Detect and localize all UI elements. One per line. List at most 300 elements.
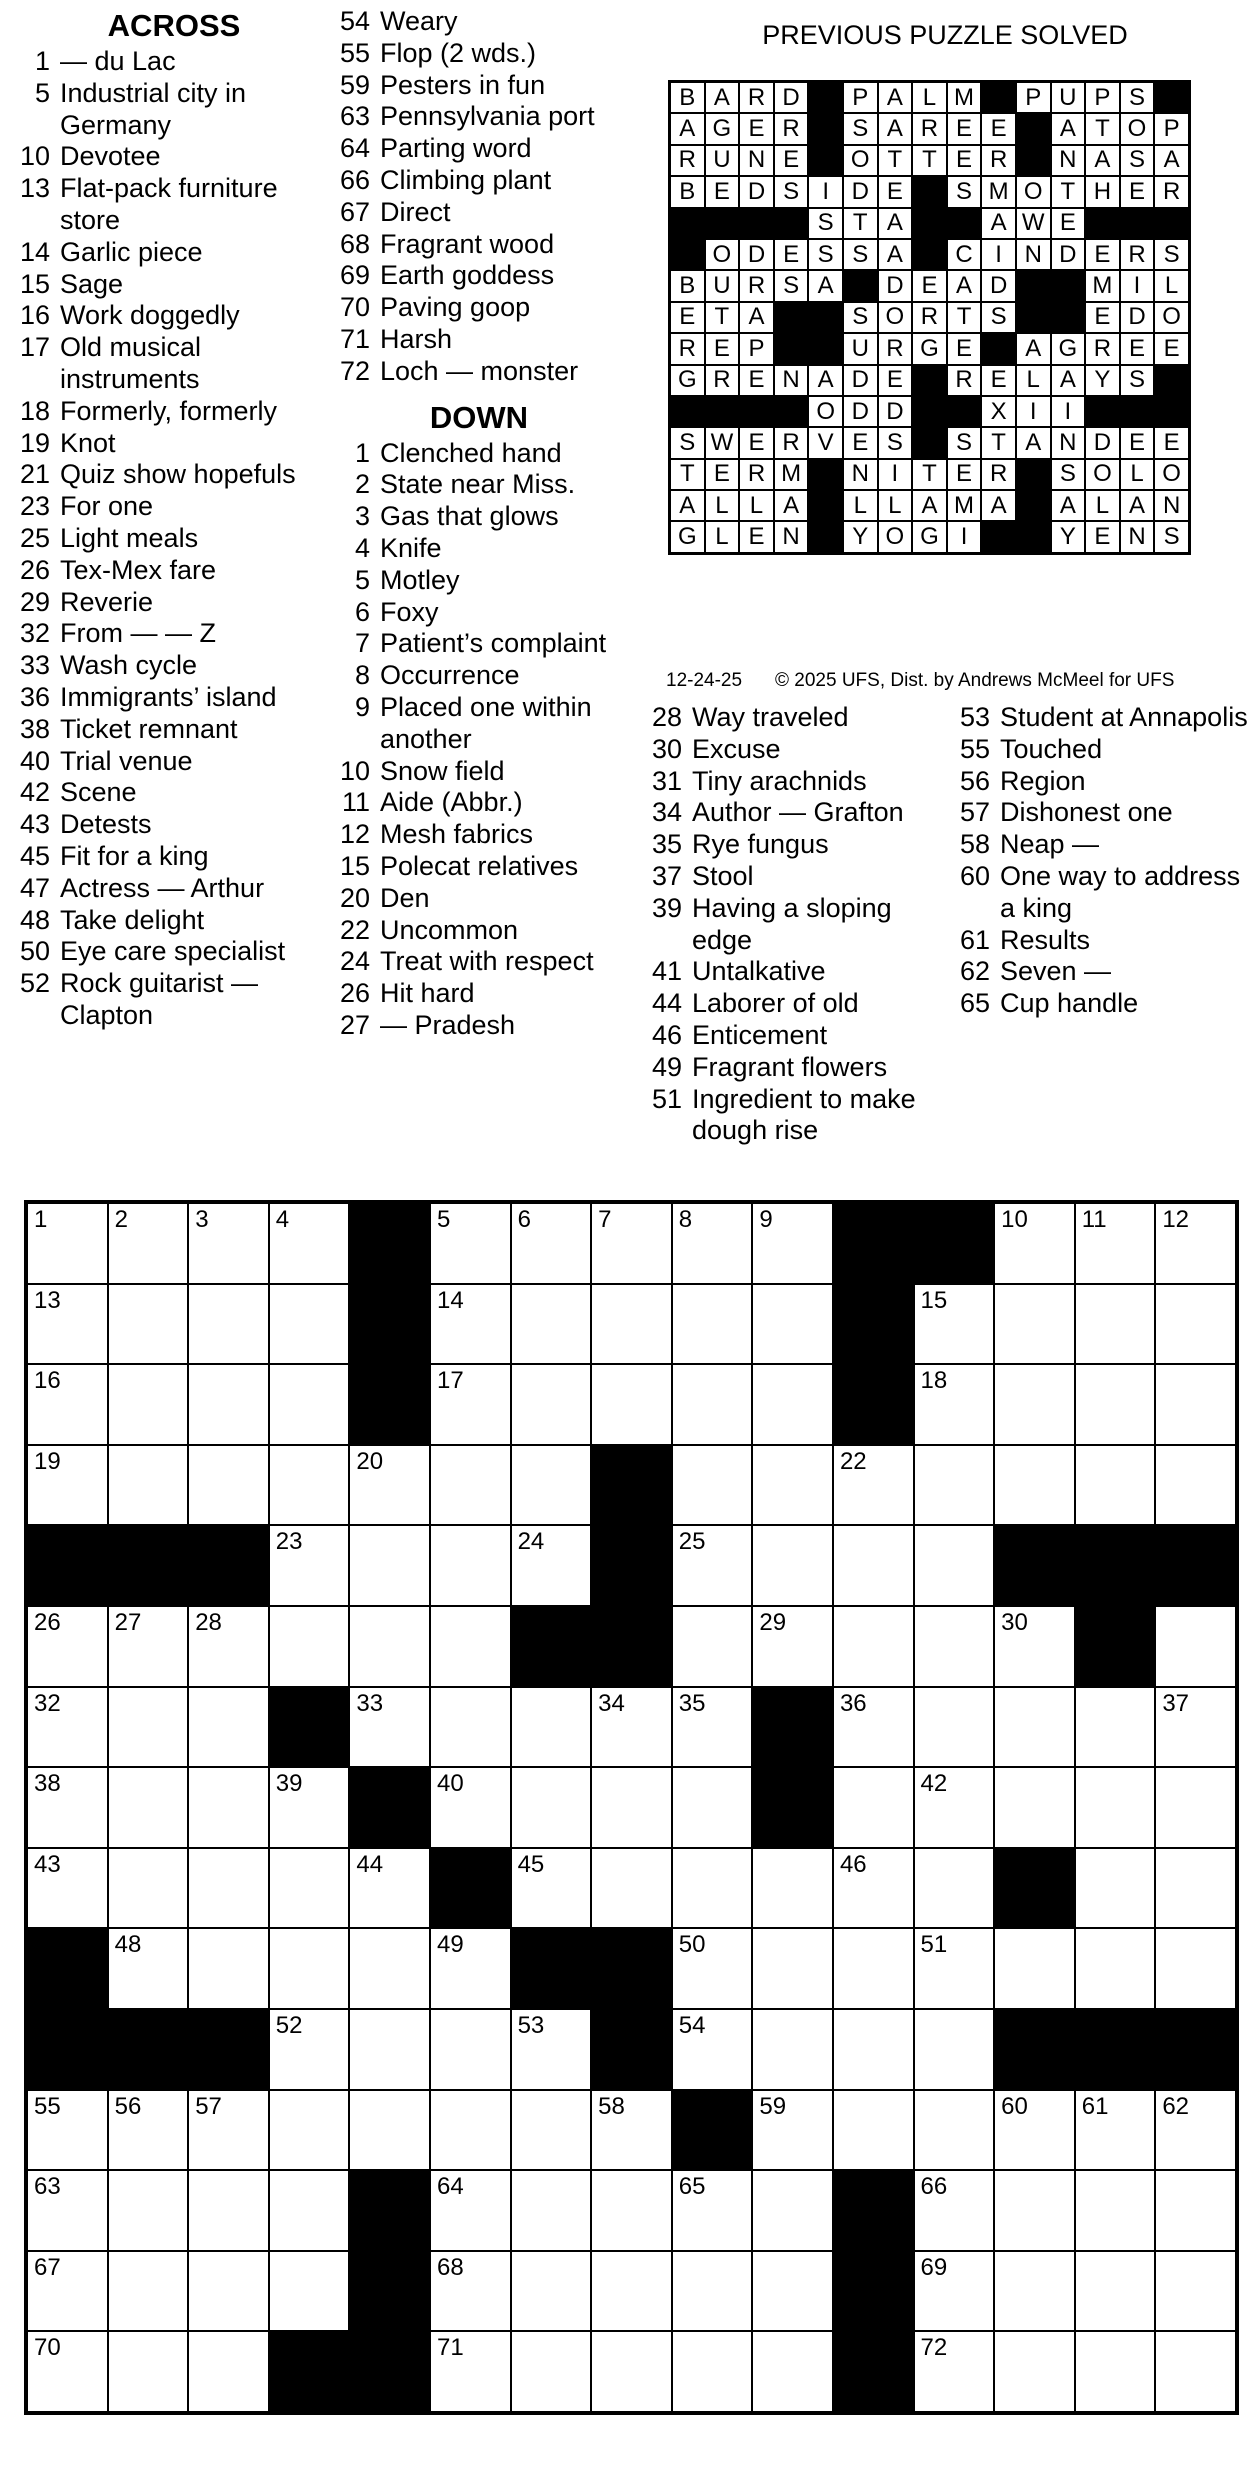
grid-cell[interactable] [1155, 1606, 1236, 1687]
grid-cell[interactable] [752, 1445, 833, 1526]
grid-cell[interactable] [430, 1606, 511, 1687]
grid-cell[interactable] [672, 2331, 753, 2412]
grid-cell[interactable] [27, 2170, 108, 2251]
clue-number: 30 [651, 733, 682, 764]
grid-cell[interactable] [914, 1606, 995, 1687]
previous-letter-cell: O [1154, 459, 1189, 490]
grid-cell[interactable] [994, 1203, 1075, 1284]
grid-cell[interactable] [188, 1928, 269, 2009]
clue-text: Occurrence [380, 660, 520, 691]
grid-cell[interactable] [914, 1284, 995, 1365]
grid-cell[interactable] [27, 1364, 108, 1445]
grid-cell[interactable] [1075, 2170, 1156, 2251]
cell-number: 70 [34, 2334, 61, 2362]
cell-number: 38 [34, 1770, 61, 1798]
grid-cell[interactable] [914, 2090, 995, 2171]
grid-cell[interactable] [994, 1767, 1075, 1848]
clue-item [334, 660, 624, 692]
grid-cell[interactable] [591, 1284, 672, 1365]
grid-cell[interactable] [752, 1203, 833, 1284]
previous-letter-cell: L [1085, 490, 1120, 521]
grid-cell[interactable] [994, 1928, 1075, 2009]
previous-letter-cell: O [878, 521, 913, 552]
grid-cell[interactable] [833, 1848, 914, 1929]
grid-cell[interactable] [672, 2251, 753, 2332]
grid-cell[interactable] [672, 1928, 753, 2009]
grid-cell[interactable] [511, 2251, 592, 2332]
previous-letter-cell: Y [1085, 365, 1120, 396]
grid-cell[interactable] [1155, 2251, 1236, 2332]
grid-cell[interactable] [27, 1445, 108, 1526]
grid-cell[interactable] [269, 2170, 350, 2251]
grid-cell[interactable] [188, 1284, 269, 1365]
grid-cell[interactable] [1075, 1687, 1156, 1768]
grid-cell[interactable] [430, 1687, 511, 1768]
grid-cell[interactable] [1155, 1687, 1236, 1768]
grid-cell[interactable] [1075, 1284, 1156, 1365]
grid-cell[interactable] [672, 1445, 753, 1526]
previous-letter-cell: I [1120, 270, 1155, 301]
black-square [349, 2331, 430, 2412]
black-square [1075, 1525, 1156, 1606]
grid-cell[interactable] [349, 1525, 430, 1606]
cell-number: 16 [34, 1367, 61, 1395]
grid-cell[interactable] [672, 1364, 753, 1445]
grid-cell[interactable] [430, 1445, 511, 1526]
previous-letter-cell: B [670, 82, 705, 113]
previous-letter-cell: P [1016, 82, 1051, 113]
clue-text: Tex-Mex fare [60, 554, 217, 585]
grid-cell[interactable] [188, 1364, 269, 1445]
grid-cell[interactable] [833, 1525, 914, 1606]
grid-cell[interactable] [108, 1687, 189, 1768]
clue-number: 18 [19, 395, 50, 426]
grid-cell[interactable] [1155, 1848, 1236, 1929]
clue-number: 64 [339, 133, 370, 164]
clue-number: 41 [651, 956, 682, 987]
clue-item [14, 809, 334, 841]
down-clue-list-continued [646, 702, 956, 1147]
grid-cell[interactable] [672, 1525, 753, 1606]
previous-letter-cell: E [1120, 427, 1155, 458]
previous-letter-cell: E [1154, 427, 1189, 458]
previous-black-square [1016, 521, 1051, 552]
grid-cell[interactable] [752, 1606, 833, 1687]
cell-number: 53 [517, 2011, 545, 2039]
grid-cell[interactable] [108, 1848, 189, 1929]
previous-black-square [843, 270, 878, 301]
grid-cell[interactable] [752, 2009, 833, 2090]
clue-item [14, 650, 334, 682]
grid-cell[interactable] [833, 1928, 914, 2009]
grid-cell[interactable] [1075, 1848, 1156, 1929]
grid-cell[interactable] [752, 1525, 833, 1606]
grid-cell[interactable] [833, 2090, 914, 2171]
grid-cell[interactable] [430, 2090, 511, 2171]
clue-number: 14 [19, 236, 50, 267]
grid-cell[interactable] [1155, 1203, 1236, 1284]
grid-cell[interactable] [108, 2251, 189, 2332]
clue-item [954, 988, 1254, 1020]
grid-cell[interactable] [752, 1928, 833, 2009]
grid-cell[interactable] [108, 1928, 189, 2009]
grid-cell[interactable] [914, 1848, 995, 1929]
grid-cell[interactable] [188, 1767, 269, 1848]
grid-cell[interactable] [591, 1767, 672, 1848]
grid-cell[interactable] [511, 1687, 592, 1768]
clue-item [646, 956, 956, 988]
grid-cell[interactable] [108, 2331, 189, 2412]
grid-cell[interactable] [349, 1848, 430, 1929]
grid-cell[interactable] [672, 1203, 753, 1284]
grid-cell[interactable] [511, 1848, 592, 1929]
grid-cell[interactable] [591, 1687, 672, 1768]
grid-cell[interactable] [349, 2090, 430, 2171]
grid-cell[interactable] [511, 1364, 592, 1445]
clue-text: Flop (2 wds.) [380, 37, 537, 68]
clue-item [334, 851, 624, 883]
grid-cell[interactable] [994, 2251, 1075, 2332]
grid-cell[interactable] [672, 1848, 753, 1929]
clues-column-4 [954, 702, 1254, 1020]
clue-text: Flat-pack furniture store [60, 173, 278, 235]
grid-cell[interactable] [430, 1767, 511, 1848]
grid-cell[interactable] [511, 2170, 592, 2251]
previous-letter-cell: I [947, 521, 982, 552]
grid-cell[interactable] [672, 1687, 753, 1768]
cell-number: 46 [839, 1850, 867, 1878]
grid-cell[interactable] [269, 1364, 350, 1445]
clue-text: Old musical instruments [60, 332, 202, 394]
previous-letter-cell: I [981, 239, 1016, 270]
grid-cell[interactable] [349, 1606, 430, 1687]
grid-cell[interactable] [511, 1445, 592, 1526]
grid-cell[interactable] [914, 1687, 995, 1768]
grid-cell[interactable] [672, 1767, 753, 1848]
previous-letter-cell: D [1120, 302, 1155, 333]
clue-item [14, 746, 334, 778]
grid-cell[interactable] [1075, 1928, 1156, 2009]
grid-cell[interactable] [269, 1606, 350, 1687]
grid-cell[interactable] [591, 2331, 672, 2412]
grid-cell[interactable] [430, 1203, 511, 1284]
clue-number: 63 [339, 101, 370, 132]
grid-cell[interactable] [108, 2090, 189, 2171]
grid-cell[interactable] [108, 1203, 189, 1284]
grid-cell[interactable] [269, 1767, 350, 1848]
grid-cell[interactable] [591, 1848, 672, 1929]
grid-cell[interactable] [188, 2090, 269, 2171]
grid-cell[interactable] [188, 1606, 269, 1687]
clue-number: 2 [354, 469, 370, 500]
grid-cell[interactable] [672, 2009, 753, 2090]
grid-cell[interactable] [994, 2090, 1075, 2171]
grid-cell[interactable] [269, 1525, 350, 1606]
grid-cell[interactable] [430, 2009, 511, 2090]
grid-cell[interactable] [188, 1445, 269, 1526]
grid-cell[interactable] [511, 1767, 592, 1848]
clue-number: 40 [19, 745, 50, 776]
grid-cell[interactable] [914, 1928, 995, 2009]
grid-cell[interactable] [188, 1203, 269, 1284]
previous-black-square [1016, 145, 1051, 176]
grid-cell[interactable] [27, 2331, 108, 2412]
previous-black-square [808, 145, 843, 176]
grid-cell[interactable] [430, 2331, 511, 2412]
clue-text: Earth goddess [380, 260, 555, 291]
grid-cell[interactable] [914, 1525, 995, 1606]
grid-cell[interactable] [1155, 2331, 1236, 2412]
previous-letter-cell: Y [1051, 521, 1086, 552]
across-clue-list [14, 46, 334, 1032]
grid-cell[interactable] [511, 1284, 592, 1365]
clue-text: Clenched hand [380, 437, 562, 468]
cell-number: 49 [436, 1931, 464, 1959]
grid-cell[interactable] [1155, 1445, 1236, 1526]
clue-item [14, 173, 334, 237]
previous-letter-cell: E [670, 302, 705, 333]
clue-text: Tiny arachnids [692, 765, 867, 796]
grid-cell[interactable] [27, 1284, 108, 1365]
grid-cell[interactable] [269, 1928, 350, 2009]
grid-cell[interactable] [269, 1848, 350, 1929]
grid-cell[interactable] [1075, 1767, 1156, 1848]
grid-cell[interactable] [269, 2090, 350, 2171]
clue-item [14, 459, 334, 491]
grid-cell[interactable] [188, 2170, 269, 2251]
grid-cell[interactable] [833, 1445, 914, 1526]
grid-cell[interactable] [994, 2170, 1075, 2251]
grid-cell[interactable] [752, 2170, 833, 2251]
grid-cell[interactable] [1155, 1767, 1236, 1848]
previous-black-square [774, 396, 809, 427]
grid-cell[interactable] [1075, 1445, 1156, 1526]
previous-letter-cell: M [1085, 270, 1120, 301]
clue-item [14, 491, 334, 523]
grid-cell[interactable] [914, 1767, 995, 1848]
grid-cell[interactable] [269, 2009, 350, 2090]
clue-number: 12 [339, 819, 370, 850]
grid-cell[interactable] [430, 1284, 511, 1365]
cell-number: 18 [920, 1367, 948, 1395]
grid-cell[interactable] [672, 1606, 753, 1687]
grid-cell[interactable] [994, 1364, 1075, 1445]
grid-cell[interactable] [269, 1284, 350, 1365]
previous-letter-cell: S [1120, 365, 1155, 396]
grid-cell[interactable] [1155, 1284, 1236, 1365]
grid-cell[interactable] [511, 1203, 592, 1284]
grid-cell[interactable] [752, 2090, 833, 2171]
grid-cell[interactable] [994, 2331, 1075, 2412]
previous-black-square [774, 302, 809, 333]
grid-cell[interactable] [672, 2170, 753, 2251]
black-square [27, 2009, 108, 2090]
previous-puzzle-date: 12-24-25 [666, 670, 743, 691]
cell-number: 64 [436, 2173, 464, 2201]
down-clue-list [334, 438, 624, 1042]
clue-number: 13 [19, 173, 50, 204]
previous-letter-cell: D [739, 176, 774, 207]
grid-cell[interactable] [27, 1687, 108, 1768]
grid-cell[interactable] [108, 1606, 189, 1687]
grid-cell[interactable] [994, 1606, 1075, 1687]
grid-cell[interactable] [1155, 2090, 1236, 2171]
clue-item [646, 1084, 956, 1148]
previous-letter-cell: P [1154, 113, 1189, 144]
grid-cell[interactable] [108, 1445, 189, 1526]
grid-cell[interactable] [914, 2331, 995, 2412]
grid-cell[interactable] [188, 2251, 269, 2332]
grid-cell[interactable] [752, 2251, 833, 2332]
grid-cell[interactable] [914, 1445, 995, 1526]
black-square [27, 1928, 108, 2009]
grid-cell[interactable] [511, 2090, 592, 2171]
clue-item [954, 956, 1254, 988]
clue-number: 45 [19, 840, 50, 871]
previous-letter-cell: R [774, 113, 809, 144]
grid-cell[interactable] [27, 1848, 108, 1929]
grid-cell[interactable] [1155, 1928, 1236, 2009]
clue-text: Climbing plant [380, 164, 552, 195]
grid-cell[interactable] [752, 2331, 833, 2412]
grid-cell[interactable] [672, 1284, 753, 1365]
black-square [27, 1525, 108, 1606]
previous-black-square [808, 490, 843, 521]
grid-cell[interactable] [833, 1606, 914, 1687]
grid-cell[interactable] [349, 1928, 430, 2009]
previous-letter-cell: S [1120, 82, 1155, 113]
black-square [511, 1928, 592, 2009]
grid-cell[interactable] [430, 1364, 511, 1445]
clue-number: 37 [651, 860, 682, 891]
grid-cell[interactable] [1075, 2251, 1156, 2332]
grid-cell[interactable] [430, 1525, 511, 1606]
grid-cell[interactable] [27, 1767, 108, 1848]
grid-cell[interactable] [914, 1364, 995, 1445]
grid-cell[interactable] [349, 1687, 430, 1768]
grid-cell[interactable] [994, 1687, 1075, 1768]
grid-cell[interactable] [27, 1606, 108, 1687]
grid-cell[interactable] [269, 1445, 350, 1526]
grid-cell[interactable] [430, 2170, 511, 2251]
previous-black-square [1154, 82, 1189, 113]
grid-cell[interactable] [27, 2090, 108, 2171]
previous-letter-cell: D [1051, 239, 1086, 270]
grid-cell[interactable] [591, 2170, 672, 2251]
cell-number: 4 [275, 1206, 290, 1233]
grid-cell[interactable] [269, 1203, 350, 1284]
grid-cell[interactable] [430, 2251, 511, 2332]
previous-letter-cell: C [947, 239, 982, 270]
cell-number: 45 [517, 1850, 545, 1878]
grid-cell[interactable] [108, 1284, 189, 1365]
clue-text: Paving goop [380, 292, 531, 323]
grid-cell[interactable] [752, 1284, 833, 1365]
grid-cell[interactable] [1075, 2331, 1156, 2412]
clues-column-2 [334, 6, 624, 1042]
previous-black-square [947, 396, 982, 427]
grid-cell[interactable] [1155, 1364, 1236, 1445]
cell-number: 17 [436, 1367, 464, 1395]
grid-cell[interactable] [349, 1445, 430, 1526]
grid-cell[interactable] [591, 1203, 672, 1284]
black-square [833, 1203, 914, 1284]
grid-cell[interactable] [833, 1767, 914, 1848]
previous-letter-cell: M [947, 82, 982, 113]
previous-letter-cell: S [670, 427, 705, 458]
previous-letter-cell: E [878, 365, 913, 396]
grid-cell[interactable] [591, 2090, 672, 2171]
clue-text: Detests [60, 809, 152, 840]
grid-cell[interactable] [108, 1767, 189, 1848]
clue-number: 56 [959, 765, 990, 796]
grid-cell[interactable] [108, 1364, 189, 1445]
grid-cell[interactable] [349, 2009, 430, 2090]
grid-cell[interactable] [188, 2331, 269, 2412]
clue-item [334, 692, 624, 756]
cell-number: 10 [1001, 1206, 1028, 1233]
grid-cell[interactable] [994, 1445, 1075, 1526]
clue-number: 42 [19, 777, 50, 808]
clue-text: Uncommon [380, 914, 519, 945]
grid-cell[interactable] [1075, 1364, 1156, 1445]
grid-cell[interactable] [269, 2251, 350, 2332]
grid-cell[interactable] [591, 2251, 672, 2332]
grid-cell[interactable] [188, 1687, 269, 1768]
grid-cell[interactable] [511, 1525, 592, 1606]
clue-text: Mesh fabrics [380, 819, 534, 850]
previous-letter-cell: L [878, 490, 913, 521]
grid-cell[interactable] [994, 1284, 1075, 1365]
grid-cell[interactable] [752, 1848, 833, 1929]
previous-letter-cell: E [1085, 239, 1120, 270]
cell-number: 28 [195, 1608, 222, 1636]
grid-cell[interactable] [430, 1928, 511, 2009]
grid-cell[interactable] [188, 1848, 269, 1929]
grid-cell[interactable] [833, 2009, 914, 2090]
grid-cell[interactable] [27, 2251, 108, 2332]
grid-cell[interactable] [1075, 2090, 1156, 2171]
grid-cell[interactable] [833, 1687, 914, 1768]
grid-cell[interactable] [27, 1203, 108, 1284]
clue-item [14, 237, 334, 269]
clue-item [646, 861, 956, 893]
grid-cell[interactable] [1155, 2170, 1236, 2251]
clue-number: 31 [651, 765, 682, 796]
grid-cell[interactable] [914, 2251, 995, 2332]
grid-cell[interactable] [1075, 1203, 1156, 1284]
black-square [511, 1606, 592, 1687]
clue-number: 19 [19, 427, 50, 458]
clue-text: Placed one within another [380, 691, 592, 754]
grid-cell[interactable] [511, 2331, 592, 2412]
clue-number: 62 [959, 956, 990, 987]
grid-cell[interactable] [511, 2009, 592, 2090]
previous-letter-cell: T [981, 427, 1016, 458]
grid-cell[interactable] [914, 2170, 995, 2251]
previous-letter-cell: U [1051, 82, 1086, 113]
grid-cell[interactable] [108, 2170, 189, 2251]
grid-cell[interactable] [752, 1364, 833, 1445]
previous-letter-cell: S [843, 302, 878, 333]
clue-text: Work doggedly [60, 300, 240, 331]
clue-item [954, 766, 1254, 798]
previous-letter-cell: I [1016, 396, 1051, 427]
grid-cell[interactable] [914, 2009, 995, 2090]
clue-number: 28 [651, 702, 682, 732]
previous-letter-cell: W [705, 427, 740, 458]
grid-cell[interactable] [591, 1364, 672, 1445]
